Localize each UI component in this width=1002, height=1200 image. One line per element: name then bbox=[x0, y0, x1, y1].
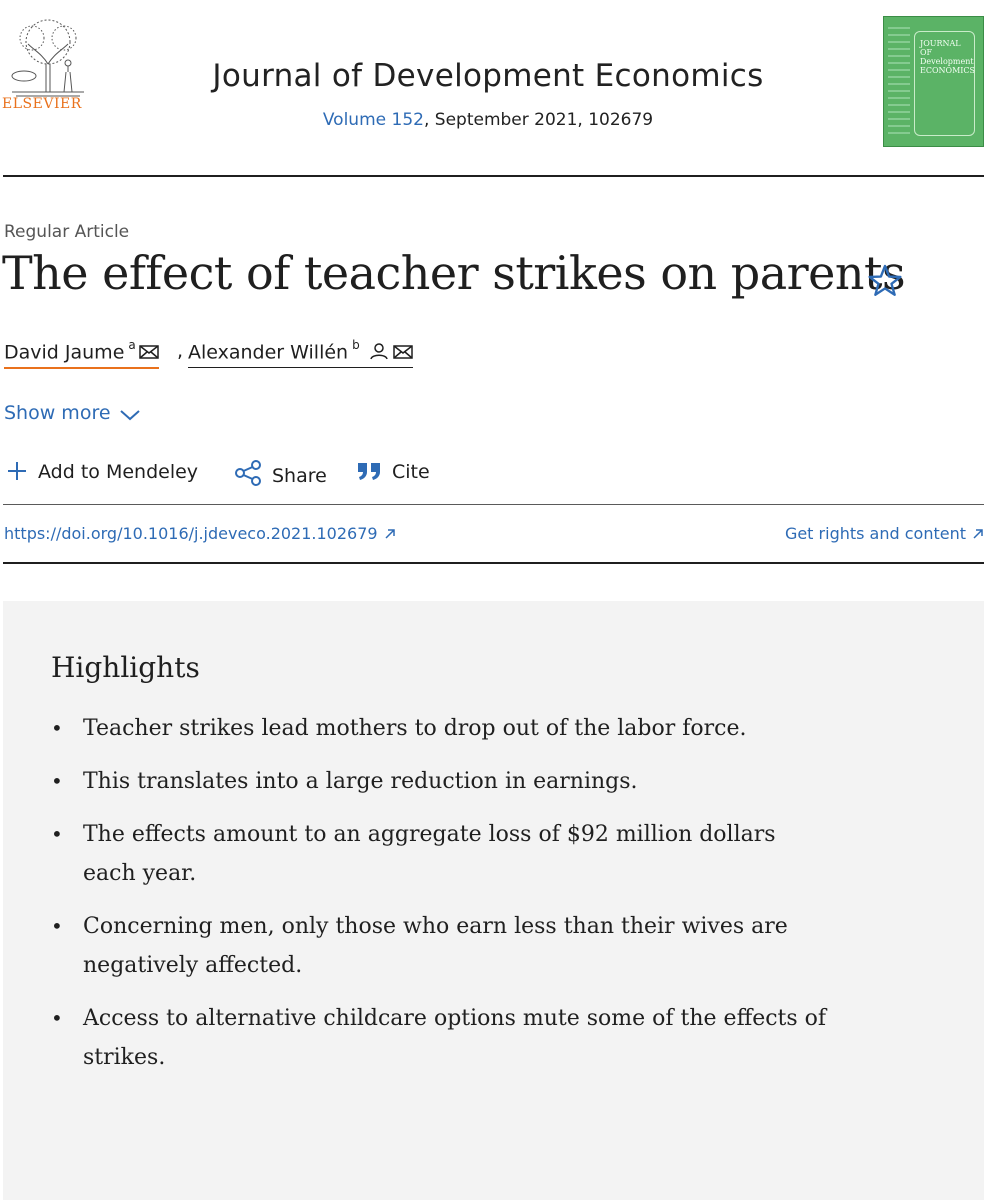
external-link-icon bbox=[972, 528, 984, 540]
email-icon bbox=[139, 344, 159, 360]
share-label: Share bbox=[272, 465, 327, 487]
cite-label: Cite bbox=[392, 461, 430, 483]
plus-icon bbox=[6, 460, 28, 482]
toolbar-divider bbox=[3, 504, 984, 505]
get-rights-link[interactable] bbox=[785, 524, 984, 543]
journal-cover-thumbnail[interactable] bbox=[883, 16, 984, 147]
star-icon[interactable] bbox=[866, 262, 904, 300]
publisher-name: ELSEVIER bbox=[2, 96, 82, 112]
author-link-jaume[interactable] bbox=[4, 340, 159, 369]
add-to-mendeley-button[interactable] bbox=[6, 460, 198, 483]
mendeley-label: Add to Mendeley bbox=[38, 461, 199, 483]
highlight-item: • The effects amount to an aggregate loss of $92 million dollars each year. bbox=[51, 815, 831, 893]
external-link-icon bbox=[384, 528, 396, 540]
highlights-list bbox=[51, 716, 831, 1101]
author-affiliation: b bbox=[352, 338, 360, 352]
highlight-item: • Access to alternative childcare options mute some of the effects of strikes. bbox=[51, 999, 831, 1077]
header-divider bbox=[3, 175, 984, 177]
article-type: Regular Article bbox=[4, 222, 130, 242]
journal-title[interactable]: Journal of Development Economics bbox=[212, 58, 764, 94]
email-icon bbox=[393, 344, 413, 360]
doi-link[interactable] bbox=[4, 524, 396, 543]
doi-text: https://doi.org/10.1016/j.jdeveco.2021.102679 bbox=[4, 524, 378, 543]
show-more-button[interactable] bbox=[4, 402, 141, 424]
highlights-title: Highlights bbox=[51, 651, 200, 684]
highlight-item: • This translates into a large reduction in earnings. bbox=[51, 762, 831, 801]
chevron-down-icon bbox=[119, 408, 141, 422]
author-name: Alexander Willén bbox=[188, 341, 349, 364]
cover-title: JOURNAL OF Development ECONOMICS bbox=[920, 39, 976, 75]
author-name: David Jaume bbox=[4, 341, 125, 364]
author-separator: , bbox=[177, 340, 184, 362]
issue-info bbox=[0, 110, 976, 130]
issue-details: , September 2021, 102679 bbox=[423, 110, 654, 130]
links-divider bbox=[3, 562, 984, 564]
highlight-item: • Concerning men, only those who earn less than their wives are negatively affected. bbox=[51, 907, 831, 985]
cover-pattern bbox=[888, 27, 910, 136]
author-link-willen[interactable] bbox=[188, 340, 413, 368]
person-icon bbox=[368, 342, 390, 360]
article-title: The effect of teacher strikes on parents bbox=[2, 246, 906, 300]
highlight-item: • Teacher strikes lead mothers to drop out of the labor force. bbox=[51, 709, 831, 748]
quote-icon bbox=[356, 460, 382, 482]
cite-button[interactable] bbox=[356, 460, 430, 483]
author-affiliation: a bbox=[128, 338, 136, 352]
share-icon bbox=[234, 460, 262, 486]
highlights-section bbox=[3, 601, 984, 1200]
rights-text: Get rights and content bbox=[784, 524, 966, 543]
volume-link[interactable]: Volume 152 bbox=[322, 110, 424, 130]
show-more-label: Show more bbox=[4, 402, 111, 424]
share-button[interactable] bbox=[234, 460, 327, 487]
